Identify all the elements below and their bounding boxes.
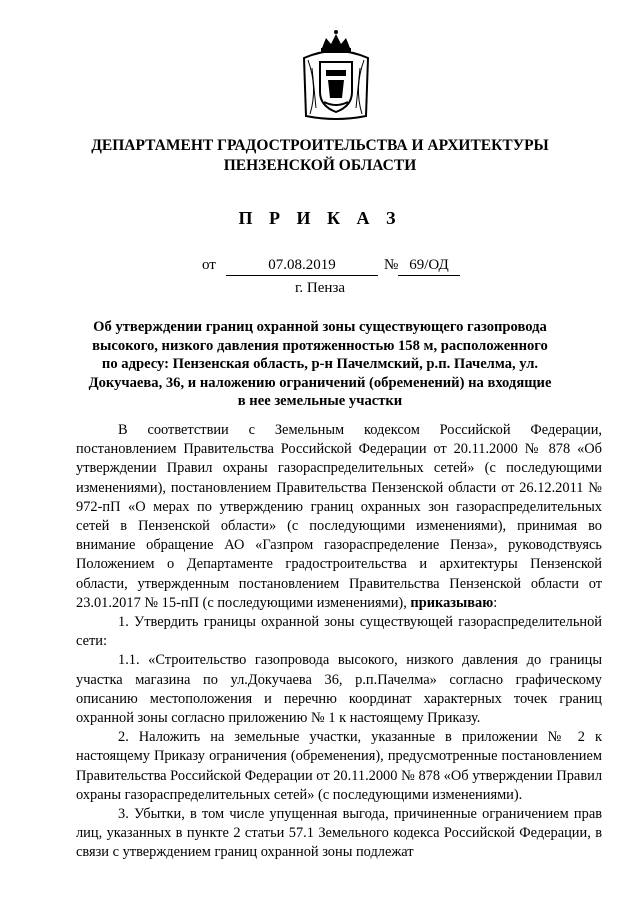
intro-colon: : [493,594,498,611]
paragraph-item1-1: 1.1. «Строительство газопровода высокого, низкого давления до границы участка магазина по ул.Докучаева 36, р.п.Пачелма» согласно графическому описанию местоположения и перечню координат характерных точек границ охранной зоны согласно приложению № 1 к настоящему Приказу. [76,652,602,727]
city: г. Пенза [294,280,346,296]
paragraph-item3: 3. Убытки, в том числе упущенная выгода, причиненные ограничением прав лиц, указанных в пункте 2 статьи 57.1 Земельного кодекса Российской Федерации, в связи с утверждением границ охранной зоны подлежат [76,806,602,861]
paragraph-item1: 1. Утвердить границы охранной зоны существующей газораспределительной сети: [76,614,602,650]
number-prefix: № [384,257,399,273]
document-date: 07.08.2019 [226,255,378,276]
paragraph-item2: 2. Наложить на земельные участки, указанные в приложении № 2 к настоящему Приказу ограничения (обременения), предусмотренные постановлением Правительства Российской Федерации от 20.11.2000 № 878 «Об утверждении Правил охраны газораспределительных сетей» (с последующими изменениями). [76,729,602,803]
intro-text: В соответствии с Земельным кодексом Российской Федерации, постановлением Правительства Российской Федерации от 20.11.2000 № 878 «Об утверждении Правил охраны газораспределительных сетей» (с последующими изменениями), постановлением Правительства Пензенской области от 26.12.2011 № 972-пП «О мерах по утверждению границ охранных зон газораспределительных сетей в Пензенской области» (с последующими изменениями), принимая во внимание обращение АО «Газпром газораспределение Пенза», руководствуясь Положением о Департаменте градостроительства и архитектуры Пензенской области, утвержденным постановлением Правительства Пензенской области от 23.01.2017 № 15-пП (с последующими изменениями), [76,422,602,611]
department-title [60,136,580,176]
document-number: 69/ОД [398,255,460,276]
paragraph-intro [76,421,602,613]
coat-of-arms-emblem [298,28,374,124]
department-title-line2: ПЕНЗЕНСКОЙ ОБЛАСТИ [223,157,417,174]
date-prefix: от [202,257,216,273]
document-body [76,421,602,863]
document-subject: Об утверждении границ охранной зоны существующего газопровода высокого, низкого давления протяженностью 158 м, расположенного по адресу: Пензенская область, р-н Пачелмский, р.п. Пачелма, ул. Докучаева, 36, и наложению ограничений (обременений) на входящие в нее земельные участки [88,319,552,409]
department-title-line1: ДЕПАРТАМЕНТ ГРАДОСТРОИТЕЛЬСТВА И АРХИТЕКТУРЫ [91,137,549,154]
document-type: П Р И К А З [238,208,402,228]
intro-bold-word: приказываю [410,594,494,611]
